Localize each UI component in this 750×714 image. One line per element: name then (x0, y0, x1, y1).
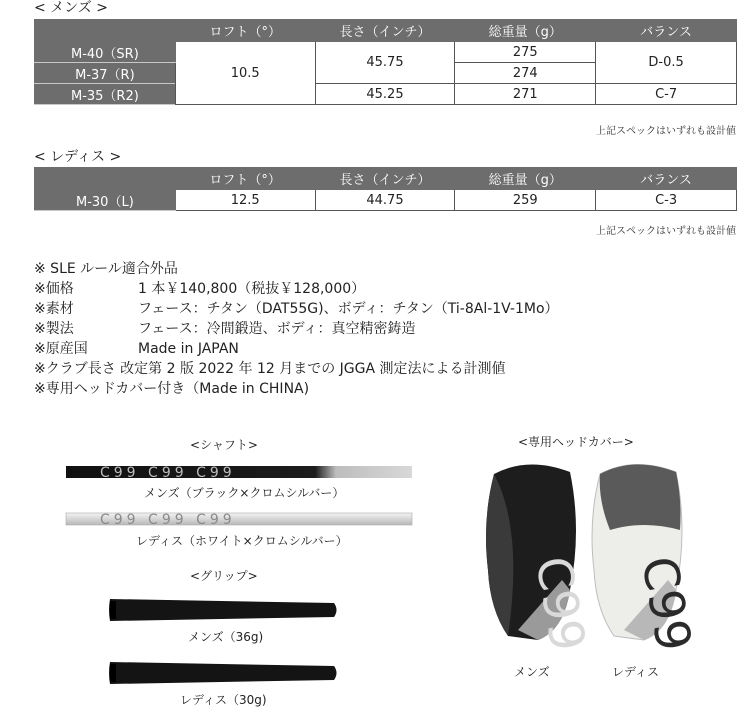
svg-text:C99: C99 (524, 552, 596, 656)
mens-spec-note: 上記スペックはいずれも設計値 (596, 126, 736, 137)
mens-shaft-image (66, 465, 412, 479)
note-headcover: ※専用ヘッドカバー付き（Made in CHINA) (34, 381, 310, 397)
grip-title: <グリップ> (190, 569, 258, 583)
mens-section-title: < メンズ > (34, 0, 108, 16)
ladies-headcover-image (584, 460, 702, 656)
header-length: 長さ（インチ） (315, 168, 455, 190)
loft-m30: 12.5 (175, 190, 315, 211)
model-m35: M-35（R2) (35, 84, 176, 105)
headcover-title: <専用ヘッドカバー> (518, 435, 634, 449)
weight-m30: 259 (455, 190, 596, 211)
mens-headcover-caption: メンズ (514, 665, 550, 679)
mens-grip-caption: メンズ（36g) (188, 630, 264, 644)
weight-m37: 274 (455, 63, 596, 84)
note-method: ※製法 フェース：冷間鍛造、ボディ：真空精密鋳造 (34, 321, 416, 337)
length-m35: 45.25 (315, 84, 455, 105)
model-m30: M-30（L) (35, 190, 176, 211)
mens-spec-table (34, 19, 737, 105)
mens-grip-image (108, 597, 340, 623)
ladies-grip-image (108, 660, 340, 686)
weight-m35: 271 (455, 84, 596, 105)
header-balance: バランス (596, 168, 737, 190)
ladies-spec-note: 上記スペックはいずれも設計値 (596, 226, 736, 237)
loft-shared: 10.5 (175, 42, 315, 105)
ladies-section-title: < レディス > (34, 149, 122, 165)
balance-m35: C-7 (596, 84, 737, 105)
ladies-grip-caption: レディス（30g) (180, 693, 267, 707)
svg-text:C99: C99 (630, 552, 702, 656)
model-m37: M-37（R) (35, 63, 176, 84)
note-rule: ※ SLE ルール適合外品 (34, 261, 178, 277)
mens-shaft-caption: メンズ（ブラック×クロムシルバー） (144, 486, 345, 500)
mens-headcover-image (478, 460, 596, 656)
balance-m30: C-3 (596, 190, 737, 211)
header-loft: ロフト（°） (175, 20, 315, 42)
header-length: 長さ（インチ） (315, 20, 455, 42)
ladies-shaft-image (66, 512, 412, 526)
header-weight: 総重量（g） (455, 168, 596, 190)
table-header-row (35, 20, 737, 42)
ladies-shaft-caption: レディス（ホワイト×クロムシルバー） (136, 534, 348, 548)
table-row (35, 84, 737, 105)
table-row (35, 190, 737, 211)
length-m30: 44.75 (315, 190, 455, 211)
note-origin: ※原産国 Made in JAPAN (34, 341, 239, 357)
table-header-row (35, 168, 737, 190)
header-weight: 総重量（g） (455, 20, 596, 42)
note-club-length: ※クラブ長さ 改定第 2 版 2022 年 12 月までの JGGA 測定法による計測値 (34, 361, 506, 377)
note-price: ※価格 1 本￥140,800（税抜￥128,000） (34, 281, 366, 297)
weight-m40: 275 (455, 42, 596, 63)
note-material: ※素材 フェース：チタン（DAT55G)、ボディ：チタン（Ti-8Al-1V-1Mo） (34, 301, 559, 317)
header-loft: ロフト（°） (175, 168, 315, 190)
header-balance: バランス (596, 20, 737, 42)
table-row (35, 42, 737, 63)
model-m40: M-40（SR) (35, 42, 176, 63)
balance-shared: D-0.5 (596, 42, 737, 84)
svg-text:C99 C99 C99: C99 C99 C99 (100, 512, 236, 528)
notes-block (34, 259, 559, 399)
table-corner-cell (35, 20, 176, 42)
ladies-headcover-caption: レディス (612, 665, 660, 679)
shaft-title: <シャフト> (190, 438, 258, 452)
table-corner-cell (35, 168, 176, 190)
svg-text:C99 C99 C99: C99 C99 C99 (100, 465, 236, 481)
ladies-spec-table (34, 167, 737, 211)
length-shared: 45.75 (315, 42, 455, 84)
